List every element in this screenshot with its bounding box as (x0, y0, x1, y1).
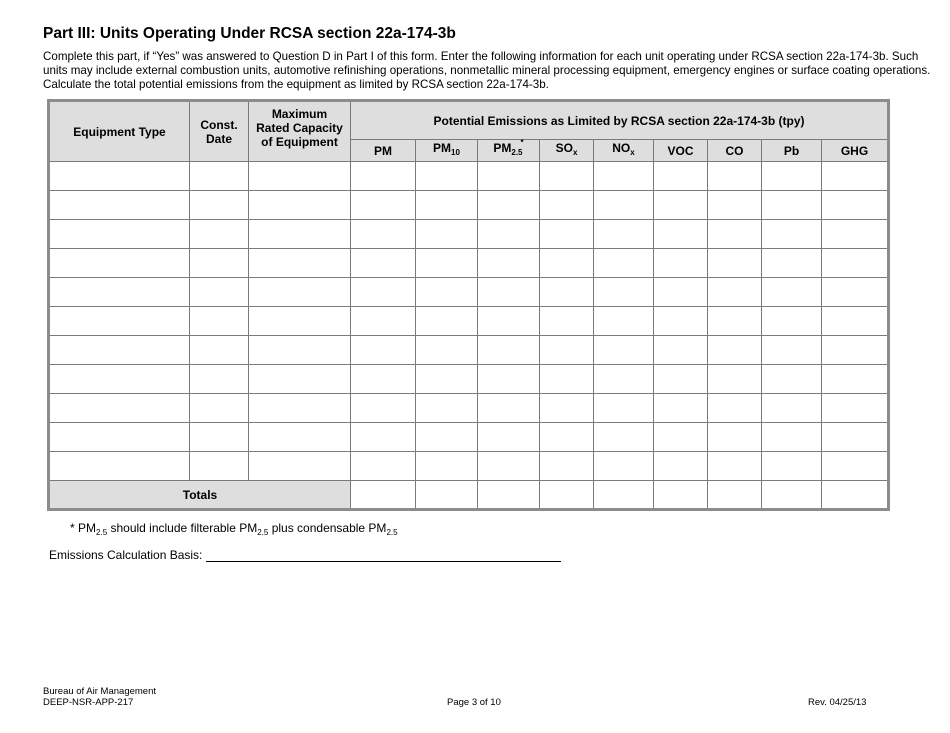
cell-co[interactable] (708, 191, 762, 220)
cell-co[interactable] (708, 220, 762, 249)
cell-pm25[interactable] (478, 220, 540, 249)
cell-sox[interactable] (540, 162, 594, 191)
cell-capacity[interactable] (249, 278, 351, 307)
table-row (49, 307, 889, 336)
cell-voc[interactable] (654, 365, 708, 394)
cell-pm10[interactable] (416, 336, 478, 365)
cell-const-date[interactable] (190, 394, 249, 423)
cell-nox[interactable] (594, 423, 654, 452)
cell-ghg[interactable] (822, 249, 889, 278)
cell-nox[interactable] (594, 452, 654, 481)
cell-ghg[interactable] (822, 336, 889, 365)
nox-label: NO (612, 141, 631, 155)
cell-sox[interactable] (540, 394, 594, 423)
cell-pm10[interactable] (416, 249, 478, 278)
cell-equipment-type[interactable] (49, 452, 190, 481)
pm10-label: PM (433, 141, 452, 155)
header-pm: PM (351, 140, 416, 162)
cell-nox[interactable] (594, 307, 654, 336)
table-row (49, 220, 889, 249)
cell-pm[interactable] (351, 365, 416, 394)
total-voc[interactable] (654, 481, 708, 510)
cell-pm[interactable] (351, 162, 416, 191)
cell-pb[interactable] (762, 191, 822, 220)
cell-capacity[interactable] (249, 336, 351, 365)
header-pb: Pb (762, 140, 822, 162)
cell-const-date[interactable] (190, 162, 249, 191)
header-equipment-type: Equipment Type (49, 101, 190, 162)
cell-nox[interactable] (594, 365, 654, 394)
total-sox[interactable] (540, 481, 594, 510)
footer-revision: Rev. 04/25/13 (808, 697, 867, 708)
pm10-subscript: 10 (451, 148, 460, 157)
cell-const-date[interactable] (190, 365, 249, 394)
cell-equipment-type[interactable] (49, 278, 190, 307)
cell-co[interactable] (708, 394, 762, 423)
cell-pb[interactable] (762, 220, 822, 249)
cell-pb[interactable] (762, 249, 822, 278)
cell-pb[interactable] (762, 452, 822, 481)
pm25-footnote (70, 521, 398, 537)
total-pm25[interactable] (478, 481, 540, 510)
cell-pm25[interactable] (478, 336, 540, 365)
cell-nox[interactable] (594, 191, 654, 220)
cell-const-date[interactable] (190, 307, 249, 336)
cell-const-date[interactable] (190, 249, 249, 278)
cell-capacity[interactable] (249, 307, 351, 336)
cell-voc[interactable] (654, 278, 708, 307)
cell-ghg[interactable] (822, 394, 889, 423)
table-row (49, 452, 889, 481)
cell-const-date[interactable] (190, 452, 249, 481)
cell-capacity[interactable] (249, 220, 351, 249)
cell-pb[interactable] (762, 336, 822, 365)
cell-voc[interactable] (654, 423, 708, 452)
cell-capacity[interactable] (249, 423, 351, 452)
total-nox[interactable] (594, 481, 654, 510)
cell-const-date[interactable] (190, 220, 249, 249)
cell-nox[interactable] (594, 394, 654, 423)
header-capacity (249, 101, 351, 162)
cell-voc[interactable] (654, 191, 708, 220)
cell-co[interactable] (708, 336, 762, 365)
cell-equipment-type[interactable] (49, 220, 190, 249)
table-row (49, 162, 889, 191)
header-co: CO (708, 140, 762, 162)
cell-pm25[interactable] (478, 162, 540, 191)
cell-nox[interactable] (594, 336, 654, 365)
calculation-basis-label: Emissions Calculation Basis: (49, 548, 203, 562)
footnote-mark: * (70, 521, 79, 535)
cell-sox[interactable] (540, 249, 594, 278)
sox-label: SO (555, 141, 573, 155)
cell-pb[interactable] (762, 162, 822, 191)
table-row (49, 423, 889, 452)
footer-left (43, 686, 156, 708)
cell-pm10[interactable] (416, 423, 478, 452)
cell-equipment-type[interactable] (49, 191, 190, 220)
cell-const-date[interactable] (190, 336, 249, 365)
header-potential-emissions: Potential Emissions as Limited by RCSA section 22a-174-3b (tpy) (351, 101, 889, 140)
cell-sox[interactable] (540, 452, 594, 481)
cell-sox[interactable] (540, 220, 594, 249)
header-ghg: GHG (822, 140, 889, 162)
cell-pm25[interactable] (478, 365, 540, 394)
cell-nox[interactable] (594, 162, 654, 191)
footnote-sub-c: 2.5 (386, 528, 398, 537)
cell-sox[interactable] (540, 423, 594, 452)
cell-co[interactable] (708, 249, 762, 278)
cell-const-date[interactable] (190, 191, 249, 220)
total-pm10[interactable] (416, 481, 478, 510)
cell-pb[interactable] (762, 423, 822, 452)
cell-capacity[interactable] (249, 162, 351, 191)
table-row (49, 249, 889, 278)
cell-pm10[interactable] (416, 452, 478, 481)
cell-voc[interactable] (654, 220, 708, 249)
pm25-subscript: 2.5 (511, 148, 523, 157)
cell-pm10[interactable] (416, 278, 478, 307)
footer-form-id: DEEP-NSR-APP-217 (43, 697, 134, 708)
cell-co[interactable] (708, 307, 762, 336)
table-body (49, 162, 889, 510)
totals-label: Totals (49, 481, 351, 510)
cell-ghg[interactable] (822, 220, 889, 249)
cell-nox[interactable] (594, 220, 654, 249)
cell-pm25[interactable] (478, 249, 540, 278)
cell-voc[interactable] (654, 249, 708, 278)
cell-pm25[interactable] (478, 191, 540, 220)
cell-equipment-type[interactable] (49, 249, 190, 278)
table-row (49, 191, 889, 220)
cell-equipment-type[interactable] (49, 423, 190, 452)
cell-co[interactable] (708, 278, 762, 307)
cell-pm10[interactable] (416, 191, 478, 220)
cell-pb[interactable] (762, 394, 822, 423)
cell-pm25[interactable] (478, 278, 540, 307)
cell-pm10[interactable] (416, 307, 478, 336)
part-title: Part III: Units Operating Under RCSA section 22a-174-3b (43, 25, 456, 42)
cell-equipment-type[interactable] (49, 365, 190, 394)
cell-nox[interactable] (594, 278, 654, 307)
cell-ghg[interactable] (822, 278, 889, 307)
pm25-label: PM (493, 141, 512, 155)
cell-sox[interactable] (540, 278, 594, 307)
footnote-text-b: should include filterable PM (107, 521, 258, 535)
header-capacity-label: Maximum Rated Capacity of Equipment (256, 106, 343, 149)
cell-pb[interactable] (762, 365, 822, 394)
cell-voc[interactable] (654, 307, 708, 336)
header-pm25 (478, 140, 540, 162)
cell-pm[interactable] (351, 336, 416, 365)
cell-sox[interactable] (540, 336, 594, 365)
table-row (49, 365, 889, 394)
totals-row (49, 481, 889, 510)
cell-sox[interactable] (540, 365, 594, 394)
cell-ghg[interactable] (822, 452, 889, 481)
cell-co[interactable] (708, 452, 762, 481)
calculation-basis-field[interactable] (206, 561, 561, 562)
footnote-sub-a: 2.5 (96, 528, 108, 537)
total-pb[interactable] (762, 481, 822, 510)
header-const-date-label: Const. Date (200, 117, 238, 146)
cell-pm[interactable] (351, 307, 416, 336)
cell-ghg[interactable] (822, 191, 889, 220)
header-pm10 (416, 140, 478, 162)
footnote-text-a: PM (78, 521, 97, 535)
cell-pm[interactable] (351, 220, 416, 249)
table-row (49, 394, 889, 423)
footnote-sub-b: 2.5 (257, 528, 269, 537)
cell-pm25[interactable] (478, 423, 540, 452)
header-nox (594, 140, 654, 162)
cell-pm[interactable] (351, 249, 416, 278)
cell-pm[interactable] (351, 452, 416, 481)
cell-ghg[interactable] (822, 307, 889, 336)
instructions-text: Complete this part, if “Yes” was answered to Question D in Part I of this form. Enter the following information for each unit operating under RCSA section 22a-174-3b. Such units may include external combustion units, automotive refinishing operations, nonmetallic mineral processing equipment, emergency engines or surface coating operations. Calculate the total potential emissions from the equipment as limited by RCSA section 22a-174-3b. (43, 50, 931, 91)
table-row (49, 278, 889, 307)
header-sox (540, 140, 594, 162)
cell-pm25[interactable] (478, 394, 540, 423)
cell-voc[interactable] (654, 336, 708, 365)
cell-pb[interactable] (762, 307, 822, 336)
cell-nox[interactable] (594, 249, 654, 278)
footer-org: Bureau of Air Management (43, 686, 157, 697)
cell-equipment-type[interactable] (49, 394, 190, 423)
cell-sox[interactable] (540, 307, 594, 336)
cell-capacity[interactable] (249, 191, 351, 220)
cell-pb[interactable] (762, 278, 822, 307)
cell-pm10[interactable] (416, 162, 478, 191)
cell-voc[interactable] (654, 452, 708, 481)
cell-sox[interactable] (540, 191, 594, 220)
cell-capacity[interactable] (249, 365, 351, 394)
sox-subscript: x (572, 148, 578, 157)
total-pm[interactable] (351, 481, 416, 510)
cell-pm25[interactable] (478, 307, 540, 336)
cell-voc[interactable] (654, 162, 708, 191)
cell-equipment-type[interactable] (49, 162, 190, 191)
cell-const-date[interactable] (190, 423, 249, 452)
cell-pm[interactable] (351, 423, 416, 452)
cell-pm10[interactable] (416, 394, 478, 423)
header-voc: VOC (654, 140, 708, 162)
cell-ghg[interactable] (822, 423, 889, 452)
header-const-date (190, 101, 249, 162)
cell-ghg[interactable] (822, 162, 889, 191)
cell-pm25[interactable] (478, 452, 540, 481)
cell-co[interactable] (708, 162, 762, 191)
cell-capacity[interactable] (249, 249, 351, 278)
cell-pm[interactable] (351, 191, 416, 220)
cell-pm10[interactable] (416, 220, 478, 249)
total-ghg[interactable] (822, 481, 889, 510)
footer-page-number: Page 3 of 10 (447, 697, 501, 708)
cell-capacity[interactable] (249, 452, 351, 481)
cell-equipment-type[interactable] (49, 336, 190, 365)
emissions-table (47, 99, 890, 511)
cell-co[interactable] (708, 423, 762, 452)
cell-const-date[interactable] (190, 278, 249, 307)
cell-capacity[interactable] (249, 394, 351, 423)
nox-subscript: x (630, 148, 635, 157)
cell-pm10[interactable] (416, 365, 478, 394)
cell-voc[interactable] (654, 394, 708, 423)
footnote-text-c: plus condensable PM (268, 521, 387, 535)
total-co[interactable] (708, 481, 762, 510)
cell-ghg[interactable] (822, 365, 889, 394)
table-row (49, 336, 889, 365)
pm25-footnote-mark: * (520, 138, 524, 147)
cell-equipment-type[interactable] (49, 307, 190, 336)
cell-pm[interactable] (351, 394, 416, 423)
cell-pm[interactable] (351, 278, 416, 307)
cell-co[interactable] (708, 365, 762, 394)
